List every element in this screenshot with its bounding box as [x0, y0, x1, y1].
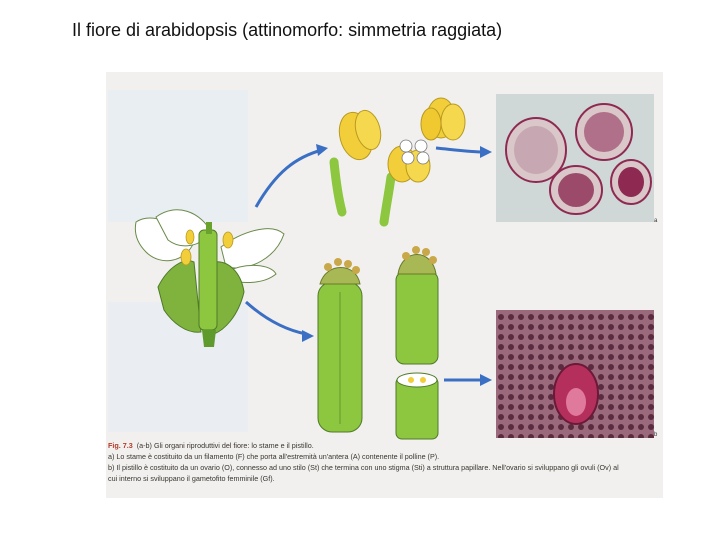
slide-title: Il fiore di arabidopsis (attinomorfo: simmetria raggiata) [72, 20, 503, 40]
caption-heading-line [108, 440, 663, 451]
caption-heading: (a-b) Gli organi riproduttivi del fiore: lo stame e il pistillo. [136, 441, 314, 450]
caption-line-a: a) Lo stame è costituito da un filamento (F) che porta all'estremità un'antera (A) contenente il polline (P). [108, 452, 440, 461]
figure-plate [106, 72, 663, 498]
micrograph-ovule [496, 310, 654, 438]
pistil-drawing-2 [396, 246, 438, 364]
panel-letter-a: a [654, 218, 658, 224]
caption-line-c: cui interno si sviluppano il gametofito femminile (Gf). [108, 474, 275, 483]
micrograph-anther [496, 94, 654, 222]
caption-fig-number: Fig. 7.3 [108, 441, 133, 450]
caption-line-b: b) Il pistillo è costituito da un ovario (O), connesso ad uno stilo (St) che termina con uno stigma (Sti) a struttura papillare. Nell'ovario si sviluppano gli ovuli (Ov) al [108, 463, 619, 472]
figure-illustration [106, 72, 663, 498]
ovary-section-drawing [396, 373, 438, 439]
pistil-drawing-1 [318, 258, 362, 432]
figure-caption [106, 440, 663, 498]
panel-letter-b: b [654, 432, 658, 438]
bg-panel-flower [108, 90, 248, 222]
